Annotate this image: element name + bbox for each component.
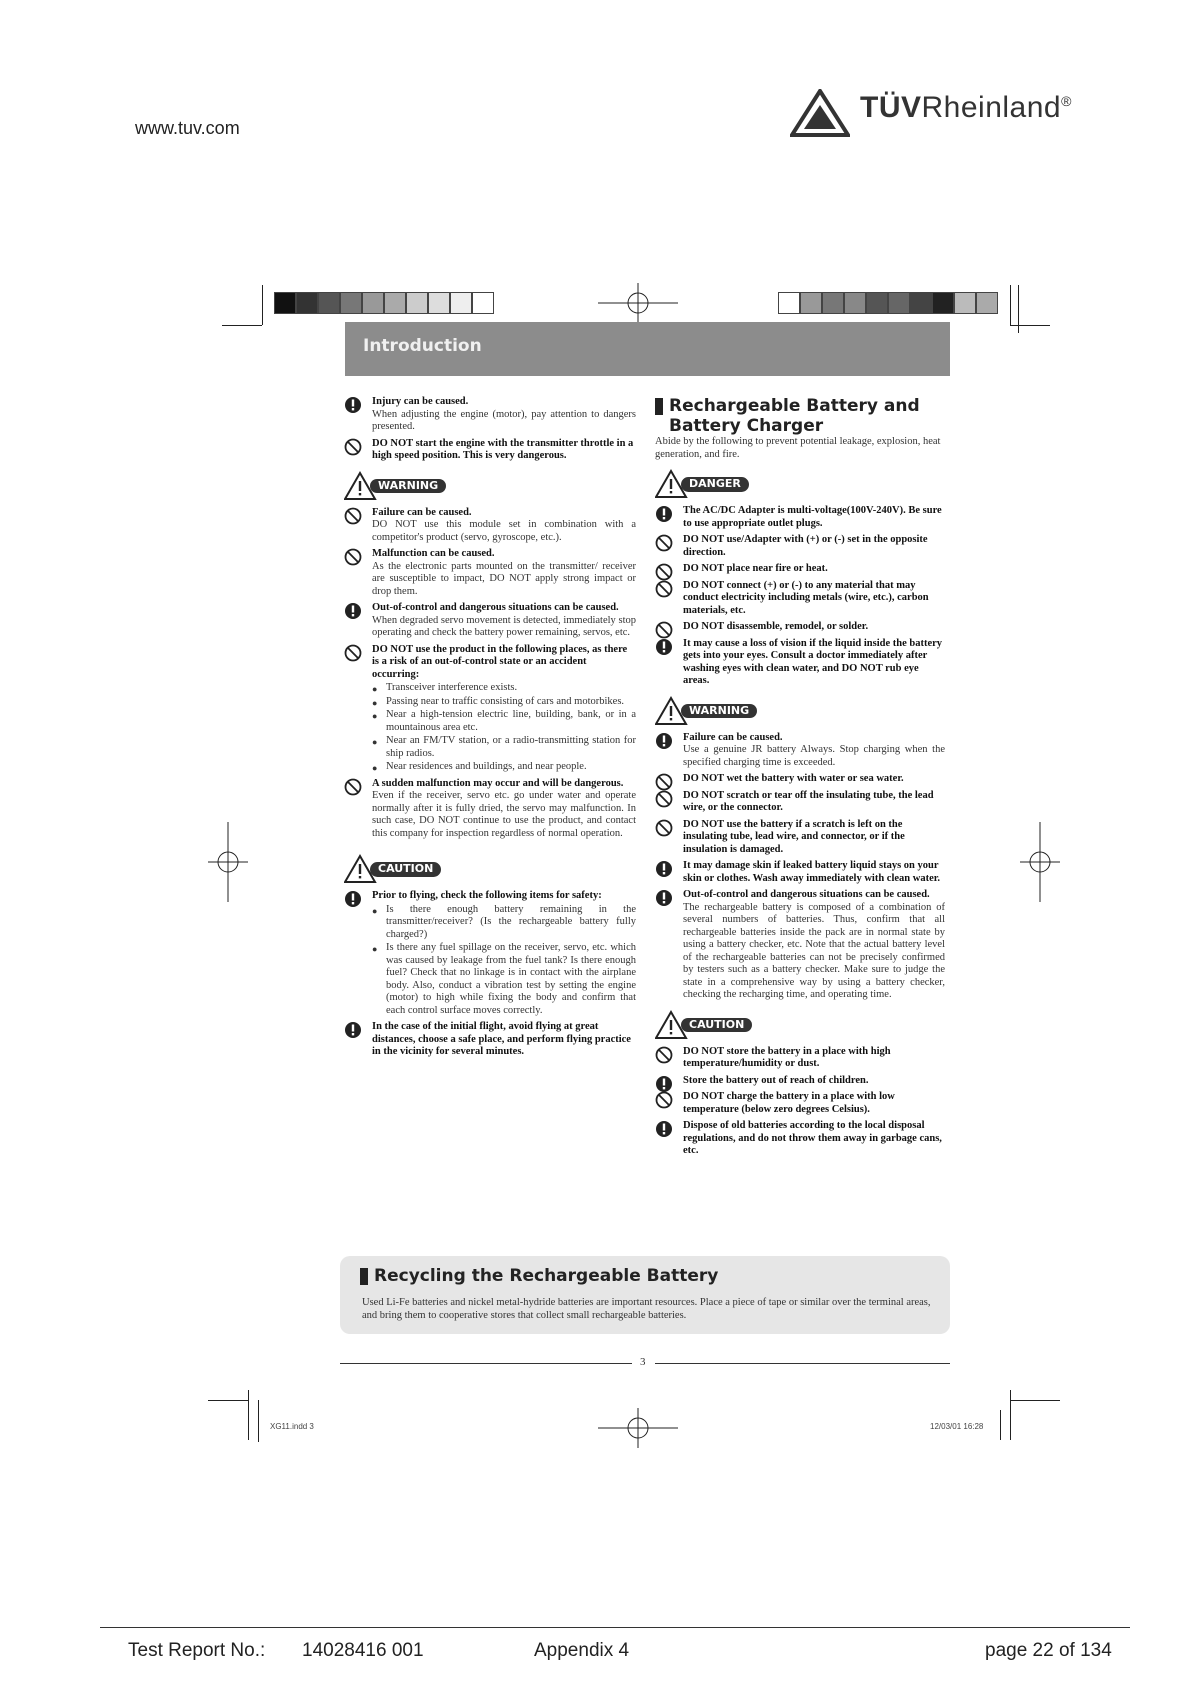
list-item: ● Transceiver interference exists. — [372, 682, 518, 694]
notice-heading: It may cause a loss of vision if the liquid inside the battery gets into your eyes. Consult a doctor immediately after washing eyes with clean water, and DO NOT rub eye areas. — [683, 637, 943, 686]
notice-item — [655, 1075, 945, 1088]
bullet-icon: ● — [372, 905, 378, 916]
website-url[interactable]: www.tuv.com — [135, 118, 240, 138]
notice-heading: Injury can be caused. — [372, 396, 469, 407]
bullet-icon: ● — [372, 737, 378, 747]
report-number-label: Test Report No.: — [128, 1640, 266, 1661]
tuv-triangle-icon — [790, 89, 850, 139]
notice-heading: DO NOT use/Adapter with (+) or (-) set in the opposite direction. — [683, 534, 928, 558]
crop-mark — [1010, 285, 1011, 325]
notice-heading: Prior to flying, check the following items for safety: — [372, 890, 602, 901]
color-registration-bar-right — [778, 292, 998, 314]
notice-heading: Failure can be caused. — [372, 506, 472, 518]
notice-body: As the electronic parts mounted on the transmitter/ receiver are susceptible to impact, DO NOT apply strong impact or drop them. — [372, 560, 636, 597]
notice-heading: It may damage skin if leaked battery liquid stays on your skin or clothes. Wash away immediately with clean water. — [683, 860, 941, 884]
notice-heading: DO NOT use the battery if a scratch is left on the insulating tube, lead wire, and connector, or if the insulation is damaged. — [683, 818, 905, 855]
section-title-introduction: Introduction — [363, 336, 482, 356]
notice-item — [655, 638, 945, 688]
registration-crosshair-icon — [1020, 822, 1060, 902]
exclamation-icon — [344, 1021, 362, 1039]
registration-crosshair-icon — [598, 1408, 678, 1448]
crop-mark — [1018, 285, 1019, 333]
notice-item — [344, 507, 636, 545]
crop-mark — [1010, 1400, 1060, 1401]
page-count: page 22 of 134 — [985, 1640, 1112, 1661]
notice-heading: Out-of-control and dangerous situations can be caused. — [372, 602, 619, 613]
list-item: ● Near an FM/TV station, or a radio-transmitting station for ship radios. — [372, 735, 636, 759]
crop-mark — [1010, 1390, 1011, 1440]
warning-badge — [655, 696, 945, 726]
caution-badge — [655, 1010, 945, 1040]
notice-item — [344, 890, 636, 1017]
notice-item — [344, 438, 636, 463]
warning-label: WARNING — [370, 479, 446, 494]
notice-heading: In the case of the initial flight, avoid flying at great distances, choose a safe place, and perform flying practice in the vicinity for several minutes. — [372, 1021, 631, 1057]
notice-heading: DO NOT place near fire or heat. — [683, 563, 828, 574]
exclamation-icon — [655, 1120, 673, 1138]
notice-item — [655, 1091, 945, 1116]
footer-rule — [100, 1627, 1130, 1628]
left-column — [344, 396, 636, 1063]
recycling-text: Used Li-Fe batteries and nickel metal-hydride batteries are important resources. Place a piece of tape or similar over the terminal areas, and bring them to cooperative stores that collect small rechargeable batteries. — [362, 1297, 931, 1321]
tuv-logo — [790, 85, 1120, 145]
caution-badge — [344, 854, 636, 884]
notice-item — [344, 602, 636, 640]
slug-file-info: XG11.indd 3 — [270, 1422, 314, 1431]
page-number: 3 — [640, 1356, 646, 1368]
notice-heading: Failure can be caused. — [683, 731, 783, 743]
prohibit-icon — [344, 548, 362, 566]
crop-mark — [258, 1400, 259, 1442]
exclamation-icon — [344, 602, 362, 620]
notice-item — [655, 621, 945, 634]
list-item: ● Near residences and buildings, and near people. — [372, 761, 587, 773]
list-item: ● Is there enough battery remaining in the transmitter/receiver? (Is the rechargeable battery fully charged?) — [372, 903, 636, 940]
right-column — [655, 396, 945, 1162]
crop-mark — [208, 1400, 248, 1401]
prohibit-icon — [655, 819, 673, 837]
notice-item — [344, 396, 636, 434]
notice-body: Even if the receiver, servo etc. go under water and operate normally after it is fully dried, the servo may malfunction. In such case, DO NOT continue to use the product, and contact this company for inspection regardless of normal operation. — [372, 790, 636, 839]
notice-item — [655, 889, 945, 1002]
crop-mark — [222, 325, 262, 326]
prohibit-icon — [344, 507, 362, 525]
notice-heading: DO NOT use the product in the following places, as there is a risk of an out-of-control state or an accident occurring: — [372, 643, 628, 680]
exclamation-icon — [344, 890, 362, 908]
appendix-label: Appendix 4 — [534, 1640, 630, 1661]
prohibit-icon — [655, 563, 673, 581]
notice-heading: DO NOT charge the battery in a place with low temperature (below zero degrees Celsius). — [683, 1091, 895, 1115]
notice-item — [655, 1046, 945, 1071]
prohibit-icon — [344, 438, 362, 456]
crop-mark — [1010, 325, 1050, 326]
notice-heading: Malfunction can be caused. — [372, 548, 495, 559]
notice-item — [344, 644, 636, 774]
exclamation-icon — [655, 505, 673, 523]
prohibit-icon — [655, 534, 673, 552]
list-item: ● Near a high-tension electric line, building, bank, or in a mountainous area etc. — [372, 709, 636, 733]
notice-item — [344, 778, 636, 841]
notice-heading: DO NOT disassemble, remodel, or solder. — [683, 621, 869, 632]
notice-heading: The AC/DC Adapter is multi-voltage(100V-240V). Be sure to use appropriate outlet plugs. — [683, 505, 942, 529]
list-item: ● Passing near to traffic consisting of cars and motorbikes. — [372, 695, 625, 708]
notice-item — [655, 580, 945, 618]
notice-body: DO NOT use this module set in combination with a competitor's product (servo, gyroscope, etc.). — [372, 519, 636, 543]
notice-body: When degraded servo movement is detected, immediately stop operating and check the battery power remaining, servos, etc. — [372, 614, 636, 638]
notice-item — [655, 860, 945, 885]
report-number: 14028416 001 — [302, 1640, 424, 1661]
notice-item — [655, 505, 945, 530]
introduction-band — [345, 322, 950, 376]
page-number-rule-left — [340, 1363, 632, 1364]
recycling-box — [340, 1256, 950, 1334]
exclamation-icon — [655, 1075, 673, 1093]
exclamation-icon — [655, 638, 673, 656]
prohibit-icon — [655, 1091, 673, 1109]
notice-item — [655, 819, 945, 857]
notice-item — [344, 1021, 636, 1059]
warning-label: WARNING — [681, 704, 757, 719]
notice-item — [655, 773, 945, 786]
bullet-icon: ● — [372, 763, 378, 773]
section-marker — [655, 398, 663, 415]
prohibit-icon — [655, 773, 673, 791]
registration-crosshair-icon — [598, 283, 678, 323]
notice-heading: Store the battery out of reach of children. — [683, 1074, 869, 1086]
notice-heading: DO NOT start the engine with the transmitter throttle in a high speed position. This is very dangerous. — [372, 437, 634, 461]
exclamation-icon — [344, 396, 362, 414]
notice-body: When adjusting the engine (motor), pay attention to dangers presented. — [372, 408, 636, 432]
prohibit-icon — [655, 580, 673, 598]
list-item: ● Is there any fuel spillage on the receiver, servo, etc. which was caused by leakage from the fuel tank? Is there enough fuel? Check that no linkage is in contact with the airplane body. Also, conduct a vibration test by setting the engine (motor) to high while fixing the body and confirm that each control surface moves correctly. — [372, 942, 636, 1016]
notice-heading: A sudden malfunction may occur and will be dangerous. — [372, 777, 624, 789]
bullet-icon: ● — [372, 711, 378, 721]
notice-item — [655, 563, 945, 576]
bullet-icon: ● — [372, 944, 378, 954]
notice-item — [344, 548, 636, 598]
notice-heading: DO NOT wet the battery with water or sea water. — [683, 773, 904, 784]
section-intro: Abide by the following to prevent potential leakage, explosion, heat generation, and fire. — [655, 436, 941, 460]
notice-item — [655, 1120, 945, 1158]
crop-mark — [1000, 1410, 1001, 1440]
notice-heading: DO NOT store the battery in a place with high temperature/humidity or dust. — [683, 1045, 891, 1069]
exclamation-icon — [655, 889, 673, 907]
notice-body: The rechargeable battery is composed of a combination of several numbers of batteries. Thus, confirm that all rechargeable batteries inside the pack are in normal state by using a battery checker, etc. Note that the actual battery level of the rechargeable batteries can not be precisely confirmed by testers such as a battery checker. Make sure to judge the state in a comprehensive way by using a battery checker, checking the recharging time, and operating time. — [683, 901, 945, 1000]
exclamation-icon — [655, 732, 673, 750]
section-heading-recycling: Recycling the Rechargeable Battery — [360, 1266, 718, 1286]
notice-heading: DO NOT scratch or tear off the insulating tube, the lead wire, or the connector. — [683, 789, 934, 813]
bullet-icon: ● — [372, 697, 378, 708]
caution-label: CAUTION — [681, 1018, 752, 1033]
section-marker — [360, 1268, 368, 1285]
notice-heading: Out-of-control and dangerous situations can be caused. — [683, 889, 930, 900]
crop-mark — [262, 285, 263, 325]
notice-item — [655, 790, 945, 815]
caution-label: CAUTION — [370, 862, 441, 877]
notice-body: Use a genuine JR battery Always. Stop charging when the specified charging time is exceeded. — [683, 744, 945, 768]
bullet-icon: ● — [372, 684, 378, 694]
notice-item — [655, 534, 945, 559]
crop-mark — [248, 1390, 249, 1440]
logo-wordmark: TÜVRheinland® — [860, 91, 1072, 124]
prohibit-icon — [344, 644, 362, 662]
danger-label: DANGER — [681, 477, 749, 492]
prohibit-icon — [344, 778, 362, 796]
registration-crosshair-icon — [208, 822, 248, 902]
section-heading-battery: Rechargeable Battery and Battery Charger — [655, 396, 945, 436]
prohibit-icon — [655, 621, 673, 639]
notice-item — [655, 732, 945, 770]
prohibit-icon — [655, 1046, 673, 1064]
notice-heading: DO NOT connect (+) or (-) to any material that may conduct electricity including metals (wire, etc.), carbon materials, etc. — [683, 579, 929, 616]
prohibit-icon — [655, 790, 673, 808]
page-number-rule-right — [655, 1363, 950, 1364]
exclamation-icon — [655, 860, 673, 878]
slug-date-info: 12/03/01 16:28 — [930, 1422, 984, 1431]
danger-badge — [655, 469, 945, 499]
notice-heading: Dispose of old batteries according to the local disposal regulations, and do not throw them away in garbage cans, etc. — [683, 1120, 942, 1156]
warning-badge — [344, 471, 636, 501]
color-registration-bar-left — [274, 292, 494, 314]
